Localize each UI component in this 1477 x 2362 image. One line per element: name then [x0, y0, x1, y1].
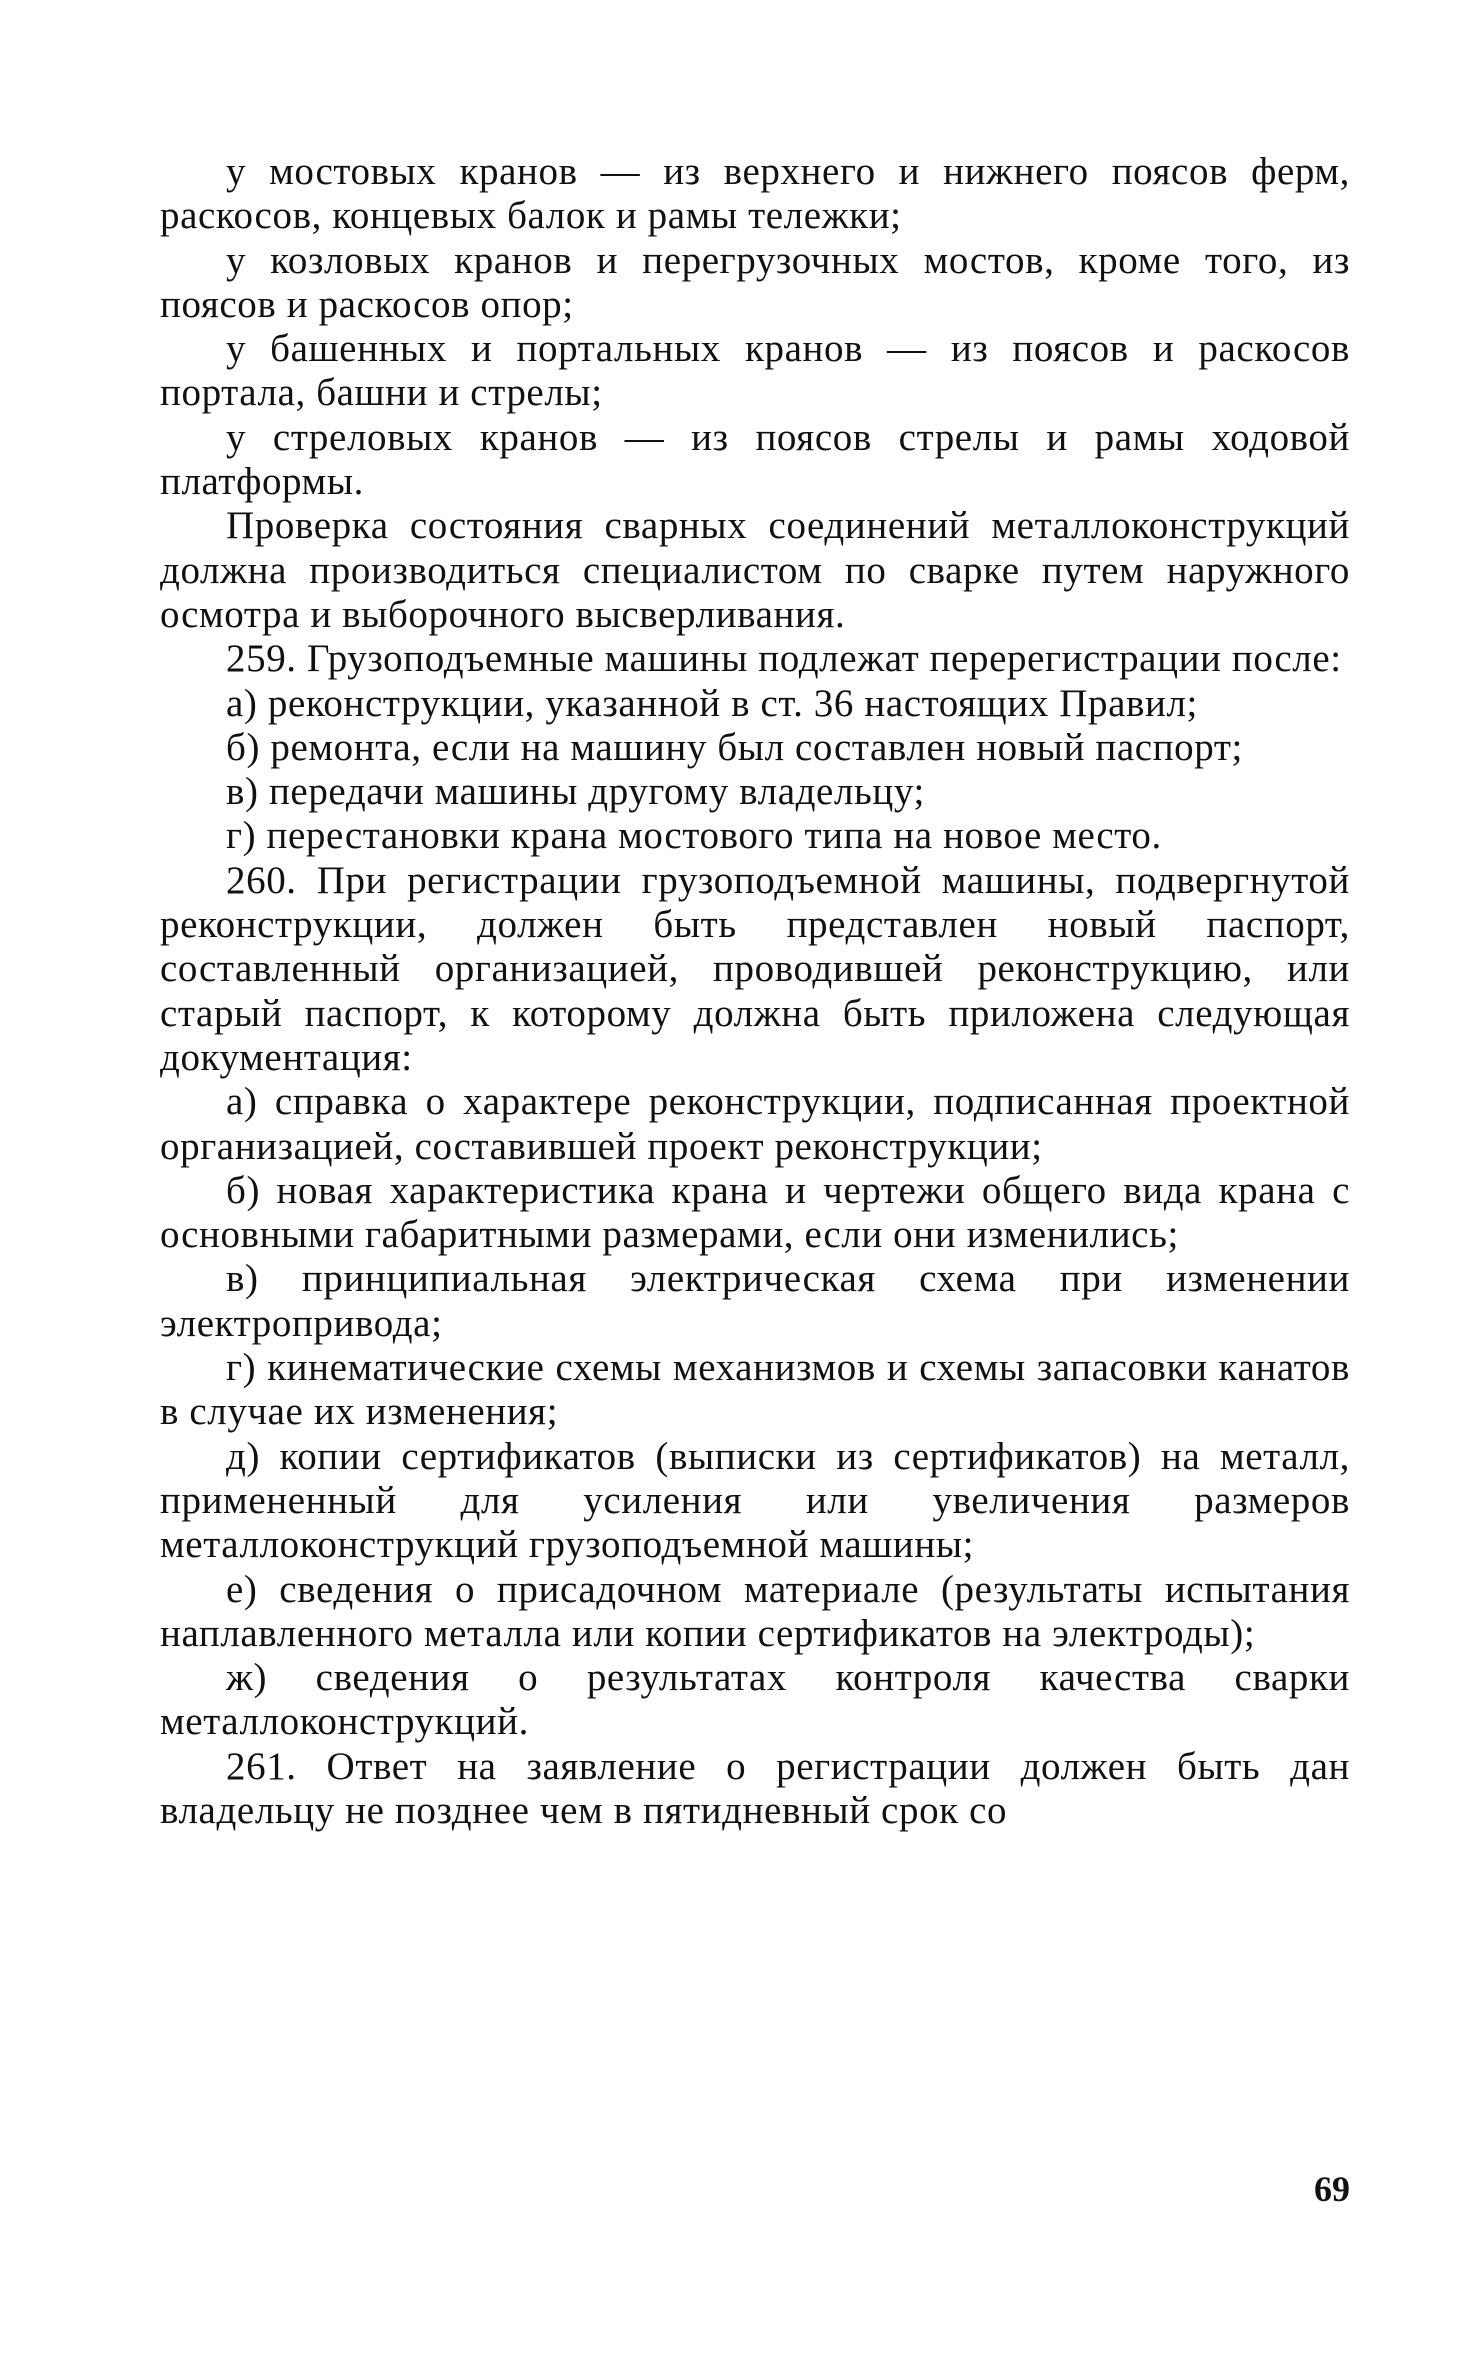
paragraph-260-e: е) сведения о присадочном материале (результаты испытания наплавленного металла или копии сертификатов на электроды);	[160, 1567, 1350, 1655]
paragraph-259: 259. Грузоподъемные машины подлежат перерегистрации после:	[226, 637, 1342, 681]
paragraph-weld-inspection: Проверка состояния сварных соединений металлоконструкций должна производиться специалистом по сварке путем наружного осмотра и выборочного высверливания.	[160, 504, 1350, 636]
paragraph-bridge-cranes: у мостовых кранов — из верхнего и нижнего поясов ферм, раскосов, концевых балок и рамы тележки;	[160, 150, 1350, 238]
paragraph-259-a: а) реконструкции, указанной в ст. 36 настоящих Правил;	[226, 681, 1198, 725]
paragraph-259-b: б) ремонта, если на машину был составлен новый паспорт;	[226, 725, 1243, 769]
page-text	[160, 150, 1350, 1833]
paragraph-260-g: г) кинематические схемы механизмов и схемы запасовки канатов в случае их изменения;	[160, 1346, 1350, 1434]
paragraph-260-d: д) копии сертификатов (выписки из сертификатов) на металл, примененный для усиления или увеличения размеров металлоконструкций грузоподъемной машины;	[160, 1434, 1350, 1567]
paragraph-259-v: в) передачи машины другому владельцу;	[226, 770, 925, 814]
paragraph-gantry-cranes: у козловых кранов и перегрузочных мостов, кроме того, из поясов и раскосов опор;	[160, 238, 1350, 326]
paragraph-tower-portal-cranes: у башенных и портальных кранов — из поясов и раскосов портала, башни и стрелы;	[160, 327, 1350, 415]
paragraph-260-v: в) принципиальная электрическая схема при изменении электропривода;	[160, 1257, 1350, 1345]
paragraph-260: 260. При регистрации грузоподъемной машины, подвергнутой реконструкции, должен быть представлен новый паспорт, составленный организацией, проводившей реконструкцию, или старый паспорт, к которому должна быть приложена следующая документация:	[160, 858, 1350, 1079]
paragraph-jib-cranes: у стреловых кранов — из поясов стрелы и рамы ходовой платформы.	[160, 415, 1350, 504]
paragraph-261: 261. Ответ на заявление о регистрации должен быть дан владельцу не позднее чем в пятидневный срок со	[160, 1744, 1350, 1832]
paragraph-260-a: а) справка о характере реконструкции, подписанная проектной организацией, составившей проект реконструкции;	[160, 1080, 1350, 1168]
paragraph-259-g: г) перестановки крана мостового типа на новое место.	[226, 814, 1162, 858]
page-number: 69	[1314, 2169, 1350, 2209]
paragraph-260-b: б) новая характеристика крана и чертежи общего вида крана с основными габаритными размерами, если они изменились;	[160, 1168, 1350, 1257]
paragraph-260-zh: ж) сведения о результатах контроля качества сварки металлоконструкций.	[160, 1656, 1350, 1744]
